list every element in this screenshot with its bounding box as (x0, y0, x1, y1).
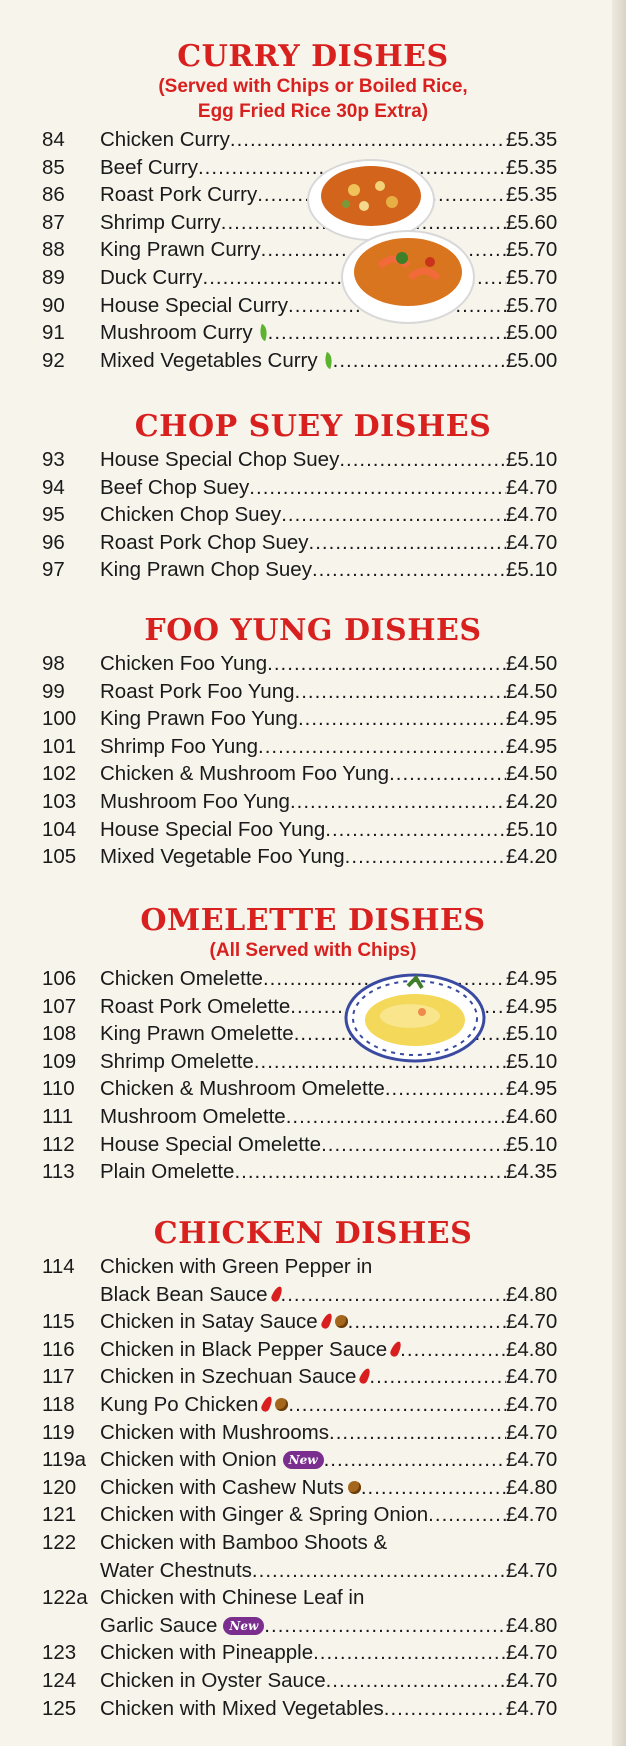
omelette-plate-photo (344, 972, 486, 1064)
item-name (98, 816, 325, 844)
item-price: £4.80 (506, 1282, 558, 1306)
item-name (98, 556, 312, 584)
dot-leader (281, 1281, 506, 1309)
dot-leader (428, 1501, 506, 1529)
item-price: £4.70 (506, 1392, 558, 1416)
item-number: 88 (42, 238, 65, 262)
item-name-text: Chicken in Satay Sauce (100, 1310, 318, 1334)
item-name (98, 209, 221, 237)
item-price: £5.10 (506, 1049, 558, 1073)
dot-leader (389, 760, 506, 788)
item-name-text: Chicken with Onion (100, 1448, 277, 1472)
item-name-text: Mixed Vegetable Foo Yung (100, 845, 345, 869)
item-name (98, 1695, 384, 1723)
item-price: £4.50 (506, 679, 558, 703)
dot-leader (267, 650, 506, 678)
section-omelette (0, 904, 626, 1186)
item-price: £4.95 (506, 967, 558, 990)
menu-item (0, 1336, 626, 1364)
item-name-text: Mushroom Curry (100, 321, 253, 345)
item-name (98, 1336, 400, 1364)
item-name (98, 126, 230, 154)
item-price: £5.10 (506, 817, 558, 841)
item-number: 111 (42, 1104, 74, 1128)
dot-leader (309, 529, 506, 557)
menu-item (0, 1308, 626, 1336)
menu-item (0, 1557, 626, 1585)
item-number: 90 (42, 293, 65, 317)
item-number: 120 (42, 1475, 77, 1499)
item-name-text: King Prawn Omelette (100, 1022, 294, 1046)
contains-nuts-icon (335, 1315, 348, 1328)
dot-leader (385, 1075, 506, 1103)
item-number: 110 (42, 1077, 75, 1101)
item-name (98, 843, 345, 871)
item-name (98, 501, 281, 529)
item-number: 104 (42, 817, 77, 841)
menu-item-list (0, 1253, 626, 1722)
item-name (98, 1419, 329, 1447)
dot-leader (252, 1557, 506, 1585)
section-subtitle: Egg Fried Rice 30p Extra) (197, 101, 429, 122)
item-name-text: Roast Pork Chop Suey (100, 530, 309, 554)
item-number: 115 (42, 1310, 75, 1334)
item-name-text: Roast Pork Curry (100, 183, 258, 207)
item-name (98, 292, 288, 320)
item-number: 93 (42, 448, 65, 471)
menu-item-list (0, 446, 626, 584)
item-price: £4.80 (506, 1475, 558, 1499)
item-number: 97 (42, 558, 65, 582)
item-name-text: Plain Omelette (100, 1160, 235, 1184)
dot-leader (329, 1419, 506, 1447)
item-price: £4.80 (506, 1337, 558, 1361)
item-price: £4.70 (506, 1696, 558, 1720)
item-number: 123 (42, 1641, 77, 1665)
item-name (98, 1584, 364, 1612)
menu-item (0, 843, 626, 871)
item-name (98, 1557, 252, 1585)
item-name-text: Chicken & Mushroom Foo Yung (100, 762, 390, 786)
item-name-text: Beef Chop Suey (100, 475, 250, 499)
item-price: £4.95 (506, 734, 558, 758)
item-name (98, 788, 290, 816)
menu-item (0, 264, 626, 292)
item-name-text: Chicken with Chinese Leaf in (100, 1586, 365, 1610)
item-name (98, 678, 295, 706)
item-price: £4.80 (506, 1613, 558, 1637)
section-title: CHOP SUEY DISHES (134, 409, 492, 444)
item-number: 108 (42, 1022, 77, 1046)
item-number: 105 (42, 845, 77, 869)
menu-item (0, 650, 626, 678)
menu-item (0, 705, 626, 733)
item-name-text: Chicken in Black Pepper Sauce (100, 1337, 388, 1361)
item-name (98, 1612, 264, 1640)
dot-leader (290, 788, 506, 816)
item-price: £4.70 (506, 503, 558, 527)
item-name-text: Black Bean Sauce (100, 1282, 268, 1306)
item-price: £4.95 (506, 707, 558, 731)
item-number: 106 (42, 967, 77, 990)
item-price: £4.70 (506, 1503, 558, 1527)
item-name (98, 1253, 372, 1281)
item-name-text: Chicken with Mixed Vegetables (100, 1696, 384, 1720)
item-name-text: Kung Po Chicken (100, 1392, 259, 1416)
item-number: 117 (42, 1365, 75, 1389)
menu-item (0, 1474, 626, 1502)
item-number: 100 (42, 707, 77, 731)
section-title: OMELETTE DISHES (140, 903, 486, 938)
item-number: 84 (42, 128, 65, 151)
menu-item (0, 1584, 626, 1612)
dot-leader (321, 1131, 506, 1159)
item-name (98, 529, 309, 557)
item-price: £4.60 (506, 1104, 558, 1128)
item-name (98, 965, 263, 993)
item-number: 99 (42, 679, 65, 703)
menu-item (0, 1667, 626, 1695)
dot-leader (384, 1695, 506, 1723)
item-price: £4.50 (506, 762, 558, 786)
item-price: £4.50 (506, 652, 558, 675)
item-name (98, 1639, 313, 1667)
menu-item (0, 347, 626, 375)
item-price: £5.70 (506, 265, 558, 289)
menu-item (0, 678, 626, 706)
menu-item (0, 292, 626, 320)
item-price: £4.70 (506, 1420, 558, 1444)
menu-item (0, 556, 626, 584)
menu-item (0, 1253, 626, 1281)
menu-item (0, 1501, 626, 1529)
item-name (98, 650, 267, 678)
menu-item (0, 1075, 626, 1103)
item-number: 86 (42, 183, 65, 207)
section-title: CURRY DISHES (177, 39, 449, 74)
item-number: 87 (42, 210, 65, 234)
menu-item (0, 529, 626, 557)
item-number: 85 (42, 155, 65, 179)
item-name-text: Beef Curry (100, 155, 198, 179)
dot-leader (325, 816, 506, 844)
item-number: 91 (42, 321, 65, 345)
new-badge: New (283, 1451, 324, 1469)
dot-leader (312, 556, 506, 584)
menu-item (0, 1020, 626, 1048)
item-name-text: Chicken Chop Suey (100, 503, 282, 527)
item-name-text: Mushroom Omelette (100, 1104, 286, 1128)
item-number: 118 (42, 1392, 75, 1416)
menu-item (0, 760, 626, 788)
item-price: £5.35 (506, 183, 558, 207)
item-number: 95 (42, 503, 65, 527)
item-name-text: Mixed Vegetables Curry (100, 348, 318, 372)
item-number: 92 (42, 348, 65, 372)
item-price: £4.20 (506, 845, 558, 869)
item-name-text: Chicken with Mushrooms (100, 1420, 329, 1444)
item-name-text: Mushroom Foo Yung (100, 789, 290, 813)
section-chop-suey (0, 410, 626, 584)
item-number: 119 (42, 1420, 75, 1444)
menu-item (0, 1131, 626, 1159)
dot-leader (324, 1446, 506, 1474)
item-name-text: House Special Chop Suey (100, 448, 340, 471)
dot-leader (339, 446, 506, 474)
item-number: 122 (42, 1530, 77, 1554)
item-name (98, 1667, 326, 1695)
item-price: £5.70 (506, 238, 558, 262)
section-title: FOO YUNG DISHES (144, 613, 482, 648)
item-price: £5.10 (506, 1022, 558, 1046)
item-name (98, 993, 290, 1021)
section-subtitle: (All Served with Chips) (209, 940, 417, 961)
item-price: £4.70 (506, 475, 558, 499)
item-number: 103 (42, 789, 77, 813)
item-price: £5.35 (506, 155, 558, 179)
item-name-text: Water Chestnuts (100, 1558, 252, 1582)
dot-leader (264, 1612, 506, 1640)
menu-item (0, 1639, 626, 1667)
prawn-curry-bowl-photo (340, 222, 476, 326)
menu-item (0, 319, 626, 347)
dot-leader (333, 347, 506, 375)
menu-item (0, 1419, 626, 1447)
item-price: £4.70 (506, 1365, 558, 1389)
item-name (98, 760, 389, 788)
item-name (98, 1501, 428, 1529)
item-name (98, 1281, 281, 1309)
item-name (98, 446, 339, 474)
dot-leader (348, 1308, 506, 1336)
menu-item (0, 1446, 626, 1474)
item-price: £4.70 (506, 530, 558, 554)
item-number: 101 (42, 734, 77, 758)
item-number: 116 (42, 1337, 75, 1361)
menu-item (0, 1103, 626, 1131)
menu-item (0, 1281, 626, 1309)
item-price: £5.10 (506, 1132, 558, 1156)
item-name (98, 1529, 387, 1557)
dot-leader (400, 1336, 506, 1364)
menu-item (0, 1048, 626, 1076)
item-price: £4.95 (506, 1077, 558, 1101)
dot-leader (281, 501, 506, 529)
item-price: £4.70 (506, 1310, 558, 1334)
menu-item (0, 733, 626, 761)
menu-item-list (0, 126, 626, 374)
item-name (98, 1048, 254, 1076)
menu-item (0, 126, 626, 154)
menu-item (0, 1363, 626, 1391)
item-number: 124 (42, 1668, 77, 1692)
item-name (98, 1308, 348, 1336)
item-number: 96 (42, 530, 65, 554)
item-price: £4.70 (506, 1668, 558, 1692)
menu-item-list (0, 650, 626, 871)
item-name (98, 1446, 324, 1474)
dot-leader (249, 474, 506, 502)
dot-leader (286, 1103, 506, 1131)
item-name-text: King Prawn Curry (100, 238, 261, 262)
item-name-text: Chicken with Green Pepper in (100, 1255, 373, 1278)
menu-item (0, 788, 626, 816)
dot-leader (258, 733, 506, 761)
menu-item (0, 474, 626, 502)
item-price: £4.95 (506, 994, 558, 1018)
item-name (98, 236, 261, 264)
item-name-text: Roast Pork Omelette (100, 994, 291, 1018)
section-title: CHICKEN DISHES (153, 1216, 473, 1251)
menu-item (0, 1695, 626, 1723)
item-name (98, 347, 333, 375)
item-name (98, 705, 298, 733)
contains-nuts-icon (275, 1398, 288, 1411)
contains-nuts-icon (348, 1481, 361, 1494)
item-price: £5.70 (506, 293, 558, 317)
item-number: 125 (42, 1696, 77, 1720)
menu-item (0, 1158, 626, 1186)
item-name-text: House Special Omelette (100, 1132, 322, 1156)
item-price: £4.70 (506, 1448, 558, 1472)
spicy-chili-icon (320, 1312, 334, 1330)
item-name-text: House Special Foo Yung (100, 817, 326, 841)
item-number: 107 (42, 994, 77, 1018)
item-number: 98 (42, 652, 65, 675)
dot-leader (230, 126, 506, 154)
item-name (98, 474, 249, 502)
item-price: £4.70 (506, 1558, 558, 1582)
item-name (98, 1020, 294, 1048)
item-name-text: Garlic Sauce (100, 1613, 218, 1637)
item-name-text: Roast Pork Foo Yung (100, 679, 295, 703)
dot-leader (295, 678, 507, 706)
menu-item (0, 236, 626, 264)
item-name-text: King Prawn Chop Suey (100, 558, 312, 582)
item-name (98, 319, 268, 347)
item-price: £5.00 (506, 348, 558, 372)
item-name-text: Chicken with Cashew Nuts (100, 1475, 344, 1499)
section-subtitle: (Served with Chips or Boiled Rice, (158, 76, 468, 97)
menu-item-list (0, 965, 626, 1186)
item-name-text: Chicken Omelette (100, 967, 263, 990)
item-number: 113 (42, 1160, 75, 1184)
item-price: £4.70 (506, 1641, 558, 1665)
dot-leader (361, 1474, 506, 1502)
item-name-text: Chicken in Szechuan Sauce (100, 1365, 357, 1389)
item-name (98, 154, 198, 182)
dot-leader (369, 1363, 506, 1391)
item-name (98, 1075, 385, 1103)
item-name-text: Shrimp Foo Yung (100, 734, 259, 758)
menu-item (0, 993, 626, 1021)
item-price: £5.60 (506, 210, 558, 234)
item-name (98, 1131, 321, 1159)
item-name-text: Chicken in Oyster Sauce (100, 1668, 326, 1692)
item-name-text: Chicken & Mushroom Omelette (100, 1077, 385, 1101)
item-number: 122a (42, 1586, 88, 1610)
item-name-text: Chicken Curry (100, 128, 230, 151)
item-name (98, 1158, 234, 1186)
item-number: 121 (42, 1503, 77, 1527)
dot-leader (326, 1667, 506, 1695)
item-name-text: Chicken with Pineapple (100, 1641, 314, 1665)
item-number: 114 (42, 1255, 75, 1278)
section-chicken (0, 1217, 626, 1722)
item-name-text: Shrimp Curry (100, 210, 221, 234)
item-price: £4.35 (506, 1160, 558, 1184)
item-name-text: Chicken with Bamboo Shoots & (100, 1530, 388, 1554)
item-name-text: Duck Curry (100, 265, 203, 289)
menu-item (0, 1529, 626, 1557)
spicy-chili-icon (260, 1395, 274, 1413)
item-price: £5.10 (506, 558, 558, 582)
item-name-text: King Prawn Foo Yung (100, 707, 298, 731)
item-name (98, 1474, 361, 1502)
dot-leader (313, 1639, 506, 1667)
item-number: 102 (42, 762, 77, 786)
item-name (98, 1363, 369, 1391)
menu-item (0, 1391, 626, 1419)
item-price: £5.00 (506, 321, 558, 345)
item-name (98, 733, 258, 761)
item-name (98, 264, 203, 292)
new-badge: New (223, 1617, 264, 1635)
dot-leader (298, 705, 506, 733)
item-price: £5.10 (506, 448, 558, 471)
dot-leader (345, 843, 506, 871)
item-number: 94 (42, 475, 65, 499)
item-name (98, 1103, 286, 1131)
item-price: £5.35 (506, 128, 558, 151)
dot-leader (234, 1158, 506, 1186)
item-name (98, 1391, 288, 1419)
menu-item (0, 1612, 626, 1640)
item-name (98, 181, 257, 209)
item-number: 119a (42, 1448, 87, 1472)
item-name-text: Shrimp Omelette (100, 1049, 254, 1073)
item-number: 89 (42, 265, 65, 289)
menu-item (0, 816, 626, 844)
dot-leader (288, 1391, 506, 1419)
item-number: 109 (42, 1049, 77, 1073)
menu-item (0, 501, 626, 529)
item-name-text: Chicken with Ginger & Spring Onion (100, 1503, 429, 1527)
item-name-text: Chicken Foo Yung (100, 652, 268, 675)
menu-item (0, 446, 626, 474)
menu-item (0, 965, 626, 993)
item-price: £4.20 (506, 789, 558, 813)
section-foo-yung (0, 614, 626, 871)
item-name-text: House Special Curry (100, 293, 288, 317)
item-number: 112 (42, 1132, 75, 1156)
